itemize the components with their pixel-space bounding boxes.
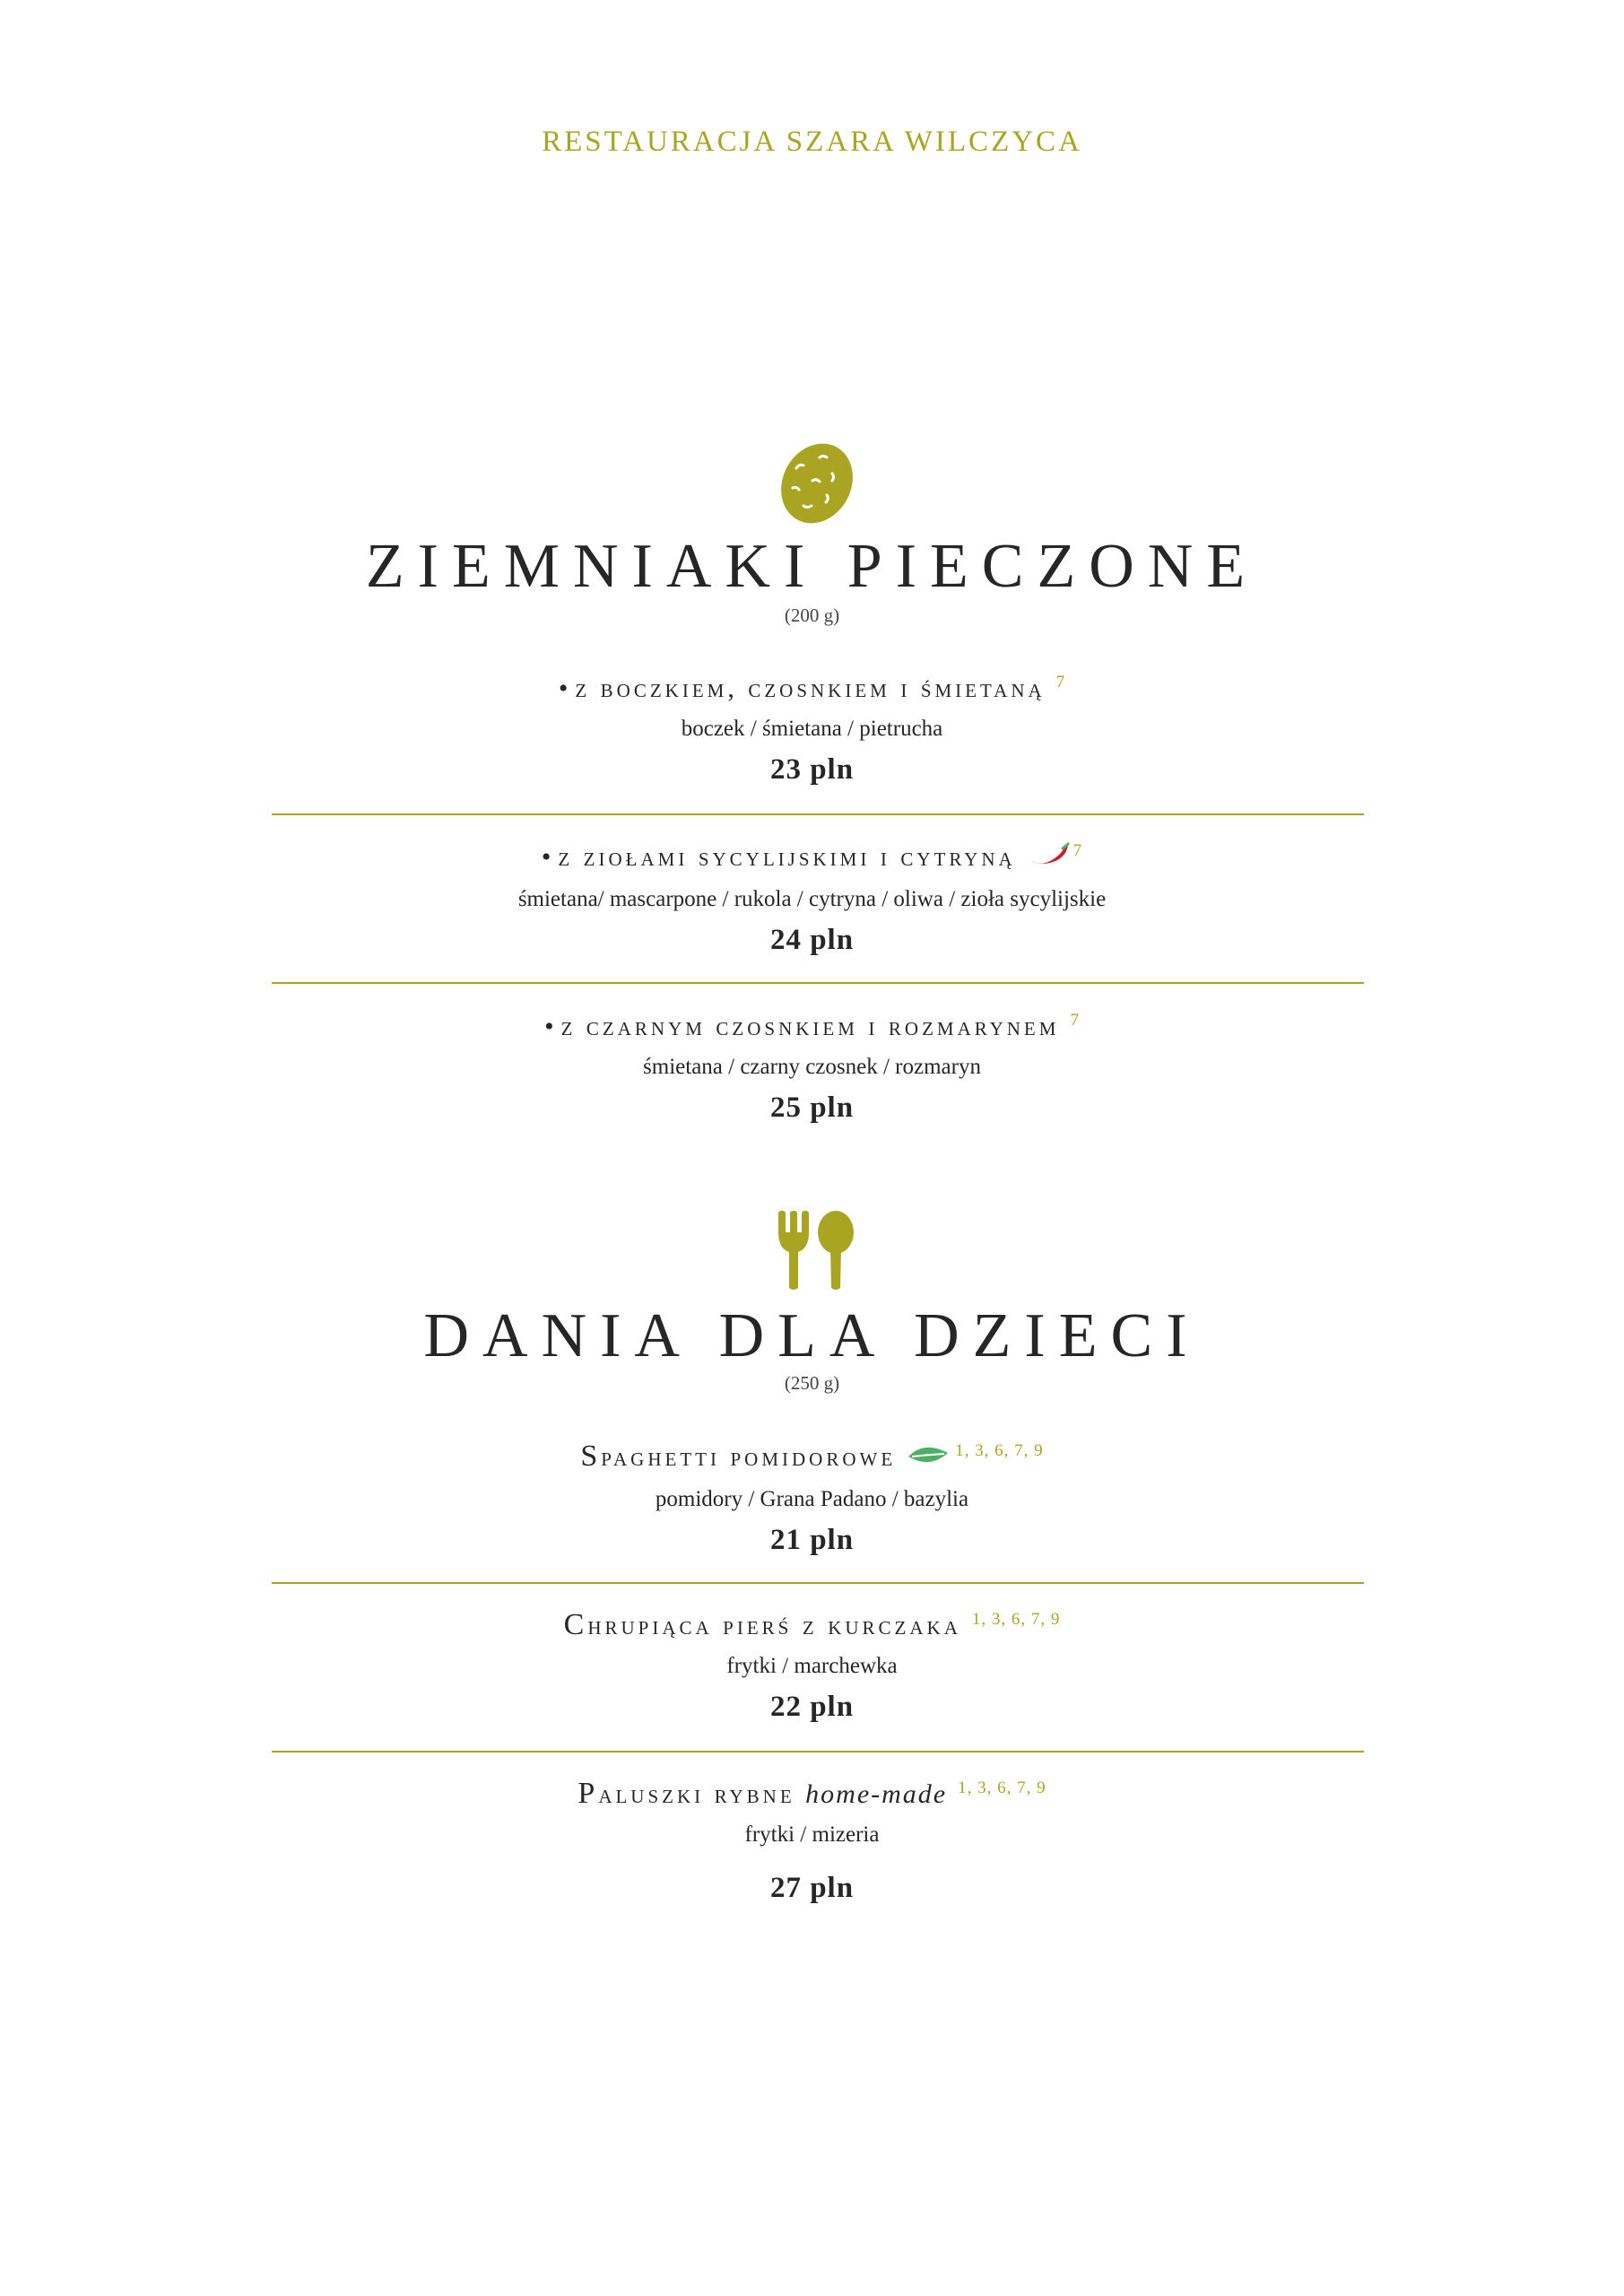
allergens: 7 [1070, 1011, 1080, 1030]
item-description: śmietana/ mascarpone / rukola / cytryna / oliwa / zioła sycylijskie [517, 887, 1107, 912]
item-description: pomidory / Grana Padano / bazylia [655, 1487, 969, 1512]
item-title [0, 665, 1624, 707]
fork-spoon-icon [777, 1211, 857, 1296]
section-weight: (250 g) [784, 1372, 840, 1394]
item-name: z czarnym czosnkiem i rozmarynem [560, 1012, 1060, 1041]
item-name: paghetti pomidorowe [601, 1442, 897, 1472]
divider [272, 1751, 1364, 1752]
item-price: 27 pln [769, 1872, 855, 1904]
item-name-initial: P [578, 1777, 599, 1810]
item-title [0, 1433, 1624, 1477]
section-weight: (200 g) [784, 604, 840, 626]
item-name: aluszki rybne [598, 1779, 795, 1809]
section-title: DANIA DLA DZIECI [423, 1301, 1201, 1370]
bullet: • [541, 842, 555, 872]
allergens: 7 [1073, 841, 1083, 860]
potato-icon [777, 441, 857, 531]
divider [272, 813, 1364, 815]
item-price: 21 pln [769, 1524, 855, 1557]
bullet: • [558, 674, 572, 703]
item-title [0, 1602, 1624, 1644]
item-name-initial: S [580, 1439, 602, 1473]
item-price: 22 pln [769, 1691, 855, 1723]
item-name-italic: home-made [805, 1779, 948, 1809]
item-description: frytki / mizeria [744, 1822, 880, 1847]
chili-pepper-icon [1027, 841, 1070, 877]
item-name-initial: C [563, 1608, 588, 1641]
menu-item [0, 1770, 1624, 1905]
leaf-icon [907, 1441, 950, 1477]
divider [272, 1582, 1364, 1584]
item-price: 23 pln [769, 753, 855, 786]
item-price: 24 pln [769, 924, 855, 957]
item-title [0, 1003, 1624, 1045]
item-name: z ziołami sycylijskimi i cytryną [558, 842, 1016, 872]
menu-item [0, 1433, 1624, 1557]
item-description: frytki / marchewka [726, 1654, 898, 1678]
menu-item [0, 1602, 1624, 1724]
item-name: z boczkiem, czosnkiem i śmietaną [575, 674, 1046, 703]
bullet: • [544, 1012, 558, 1041]
allergens: 1, 3, 6, 7, 9 [958, 1779, 1046, 1797]
menu-item [0, 1003, 1624, 1125]
restaurant-name: RESTAURACJA SZARA WILCZYCA [542, 126, 1082, 158]
section-title: ZIEMNIAKI PIECZONE [365, 532, 1259, 601]
item-description: boczek / śmietana / pietrucha [681, 717, 943, 741]
allergens: 7 [1055, 673, 1066, 691]
menu-item [0, 665, 1624, 787]
divider [272, 982, 1364, 984]
item-description: śmietana / czarny czosnek / rozmaryn [643, 1055, 981, 1079]
item-title [0, 833, 1624, 877]
item-price: 25 pln [769, 1091, 855, 1124]
item-name: hrupiąca pierś z kurczaka [587, 1611, 961, 1640]
allergens: 1, 3, 6, 7, 9 [971, 1610, 1061, 1629]
item-title [0, 1770, 1624, 1813]
menu-item [0, 833, 1624, 957]
allergens: 1, 3, 6, 7, 9 [955, 1441, 1044, 1460]
